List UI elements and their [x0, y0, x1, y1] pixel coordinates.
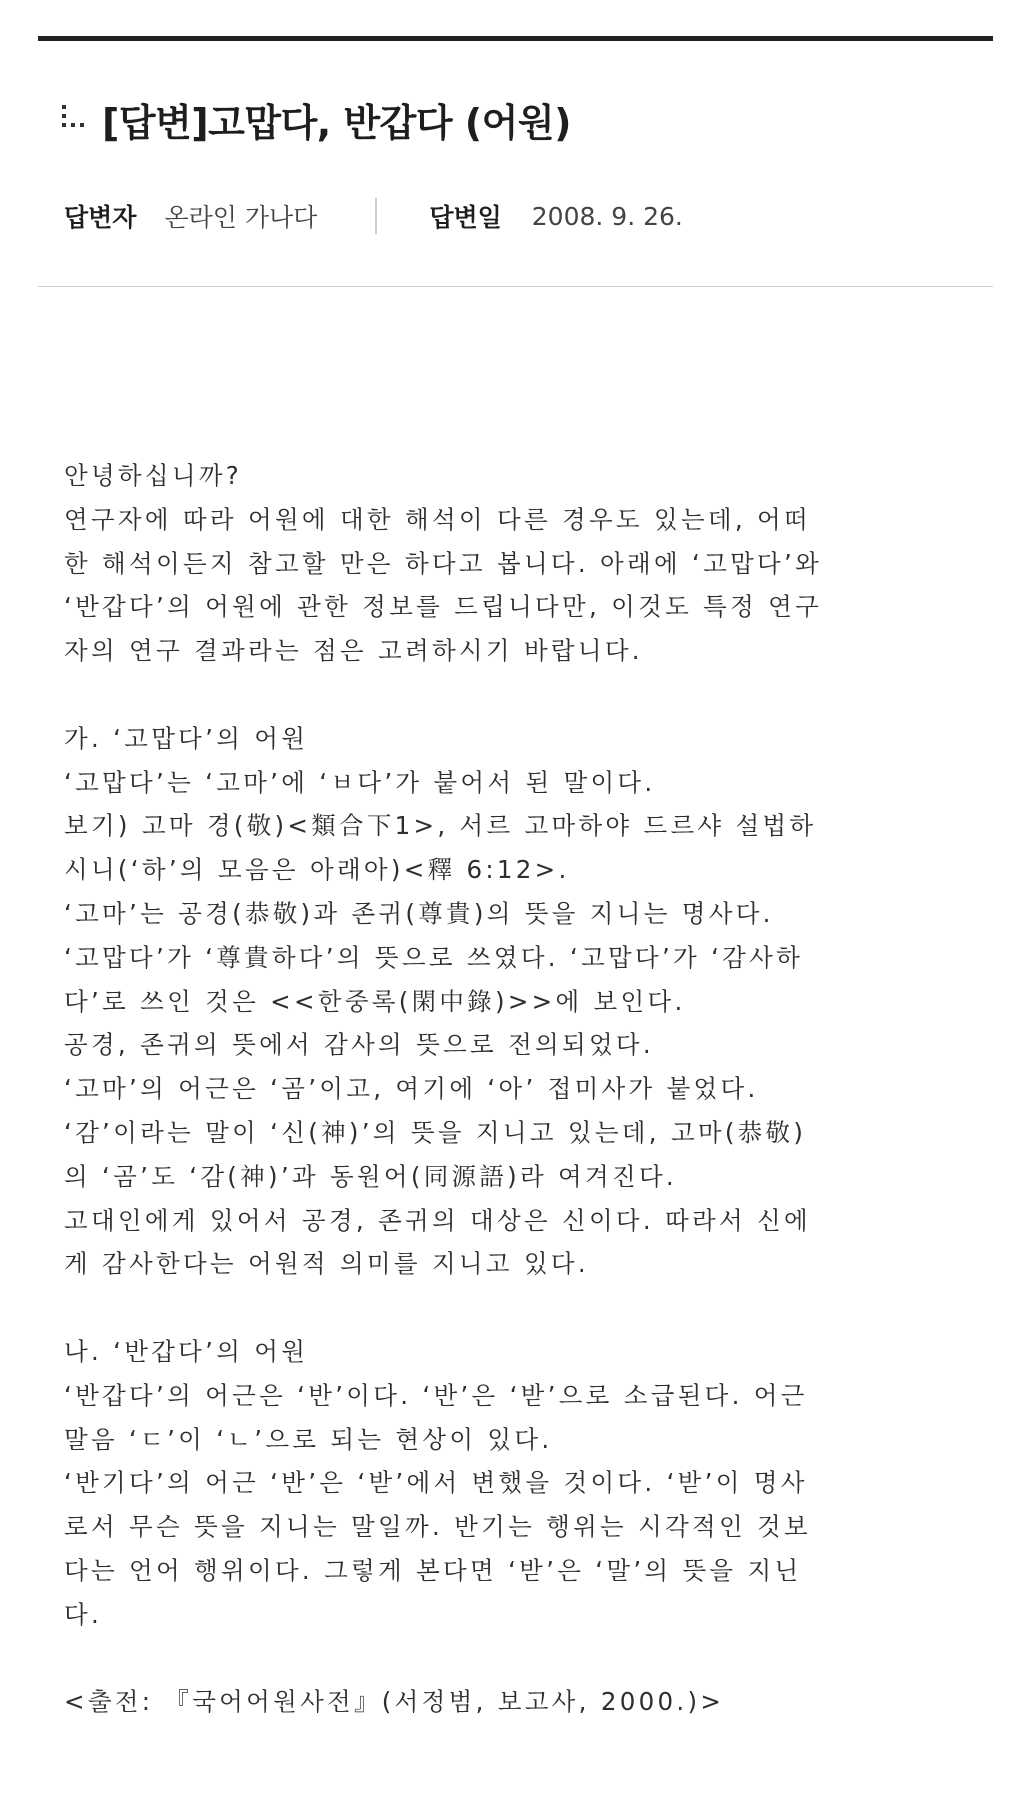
answerer-label: 답변자: [64, 203, 137, 232]
paragraph-gap: [64, 1637, 964, 1681]
body-line: 의 ‘곰’도 ‘감(神)’과 동원어(同源語)라 여겨진다.: [64, 1161, 677, 1191]
body-line: 공경, 존귀의 뜻에서 감사의 뜻으로 전의되었다.: [64, 1030, 654, 1060]
section-heading: 나. ‘반갑다’의 어원: [64, 1336, 309, 1366]
body-line: 다는 언어 행위이다. 그렇게 본다면 ‘받’은 ‘말’의 뜻을 지닌: [64, 1555, 802, 1585]
section-heading: 가. ‘고맙다’의 어원: [64, 723, 309, 753]
top-rule: [38, 36, 993, 41]
page-title: [답변]고맙다, 반갑다 (어원): [102, 101, 571, 145]
body-line: 안녕하십니까?: [64, 461, 243, 490]
body-line: 말음 ‘ㄷ’이 ‘ㄴ’으로 되는 현상이 있다.: [64, 1424, 553, 1454]
header-divider: [38, 286, 993, 287]
body-line: 연구자에 따라 어원에 대한 해석이 다른 경우도 있는데, 어떠: [64, 504, 811, 534]
body-line: 로서 무슨 뜻을 지니는 말일까. 반기는 행위는 시각적인 것보: [64, 1512, 811, 1542]
body-line: 한 해석이든지 참고할 만은 하다고 봅니다. 아래에 ‘고맙다’와: [64, 548, 823, 578]
body-line: ‘반기다’의 어근 ‘반’은 ‘받’에서 변했을 것이다. ‘받’이 명사: [64, 1468, 808, 1498]
paragraph-gap: [64, 673, 964, 717]
body-line: 자의 연구 결과라는 점은 고려하시기 바랍니다.: [64, 636, 643, 666]
body-line: 고대인에게 있어서 공경, 존귀의 대상은 신이다. 따라서 신에: [64, 1205, 811, 1235]
body-line: ‘고맙다’는 ‘고마’에 ‘ㅂ다’가 붙어서 된 말이다.: [64, 767, 656, 797]
post-header: [62, 92, 571, 147]
answer-body: [64, 454, 964, 1724]
body-line: 시니(‘하’의 모음은 아래아)<釋 6:12>.: [64, 855, 570, 885]
body-line: 다’로 쓰인 것은 <<한중록(閑中錄)>>에 보인다.: [64, 986, 686, 1016]
body-line: ‘반갑다’의 어근은 ‘반’이다. ‘반’은 ‘받’으로 소급된다. 어근: [64, 1380, 808, 1410]
body-line: ‘감’이라는 말이 ‘신(神)’의 뜻을 지니고 있는데, 고마(恭敬): [64, 1117, 807, 1147]
date-label: 답변일: [429, 203, 502, 232]
paragraph-gap: [64, 1286, 964, 1330]
body-line: 다.: [64, 1599, 103, 1629]
body-line: ‘반갑다’의 어원에 관한 정보를 드립니다만, 이것도 특정 연구: [64, 592, 823, 622]
body-line: ‘고마’는 공경(恭敬)과 존귀(尊貴)의 뜻을 지니는 명사다.: [64, 898, 774, 928]
body-line: ‘고맙다’가 ‘尊貴하다’의 뜻으로 쓰였다. ‘고맙다’가 ‘감사하: [64, 942, 804, 972]
meta-divider: [375, 198, 377, 234]
date-value: 2008. 9. 26.: [531, 201, 683, 231]
list-dots-icon: [62, 105, 90, 135]
body-line: 게 감사한다는 어원적 의미를 지니고 있다.: [64, 1249, 589, 1279]
answerer-value: 온라인 가나다: [164, 203, 318, 232]
body-line: 보기) 고마 경(敬)<類合下1>, 서르 고마하야 드르샤 설법하: [64, 811, 817, 841]
source-citation: <출전: 『국어어원사전』(서정범, 보고사, 2000.)>: [64, 1687, 725, 1717]
body-line: ‘고마’의 어근은 ‘곰’이고, 여기에 ‘아’ 접미사가 붙었다.: [64, 1074, 759, 1104]
post-meta: [64, 196, 683, 236]
